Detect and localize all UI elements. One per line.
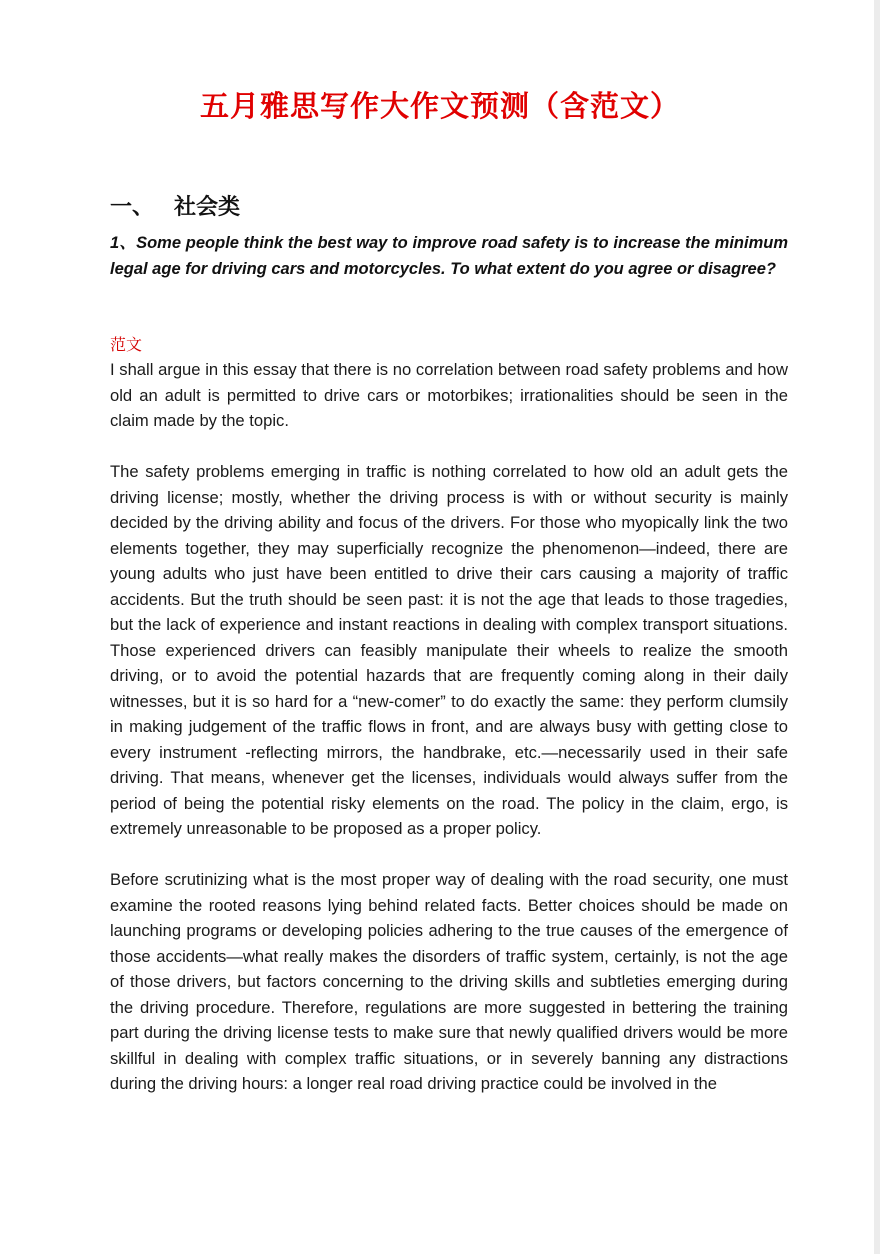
essay-paragraph-3: Before scrutinizing what is the most proper way of dealing with the road security, one must examine the rooted reasons lying behind related facts. Better choices should be made on launching programs or developing policies adhering to the true causes of the emergence of those accidents—what really makes the disorders of traffic system, certainly, is not the age of those drivers, but factors concerning to the driving skills and subtleties emerging during the driving procedure. Therefore, regulations are more suggested in bettering the training part during the driving license tests to make sure that newly qualified drivers would be more skillful in dealing with complex traffic situations, or in severely banning any distractions during the driving hours: a longer real road driving practice could be involved in the [110, 870, 788, 1093]
essay-paragraph-1: I shall argue in this essay that there is no correlation between road safety problems and how old an adult is permitted to drive cars or motorbikes; irrationalities should be seen in the claim made by the topic. [110, 360, 788, 430]
essay-body [110, 357, 788, 1122]
essay-paragraph-2: The safety problems emerging in traffic is nothing correlated to how old an adult gets the driving license; mostly, whether the driving process is with or without security is mainly decided by the driving ability and focus of the drivers. For those who myopically link the two elements together, they may superficially recognize the phenomenon—indeed, there are young adults who just have been entitled to drive their cars causing a majority of traffic accidents. But the truth should be seen past: it is not the age that leads to those tragedies, but the lack of experience and instant reactions in dealing with complex transport situations. Those experienced drivers can feasibly manipulate their wheels to realize the smooth driving, or to avoid the potential hazards that are frequently coming along in their daily witnesses, but it is so hard for a “new-comer” to do exactly the same: they perform clumsily in making judgement of the traffic flows in front, and are always busy with getting close to every instrument -reflecting mirrors, the handbrake, etc.—necessarily used in their safe driving. That means, whenever get the licenses, individuals would always suffer from the period of being the potential risky elements on the road. The policy in the claim, ergo, is extremely unreasonable to be proposed as a proper policy. [110, 462, 788, 838]
essay-question: 1、Some people think the best way to improve road safety is to increase the minimum legal age for driving cars and motorcycles. To what extent do you agree or disagree? [110, 234, 788, 278]
sample-essay-label: 范文 [110, 335, 143, 354]
section-number: 一、 [110, 194, 155, 220]
section-heading [110, 190, 240, 221]
section-name: 社会类 [174, 194, 241, 220]
page-edge-shadow [874, 0, 880, 1254]
page-title: 五月雅思写作大作文预测（含范文） [199, 89, 680, 123]
